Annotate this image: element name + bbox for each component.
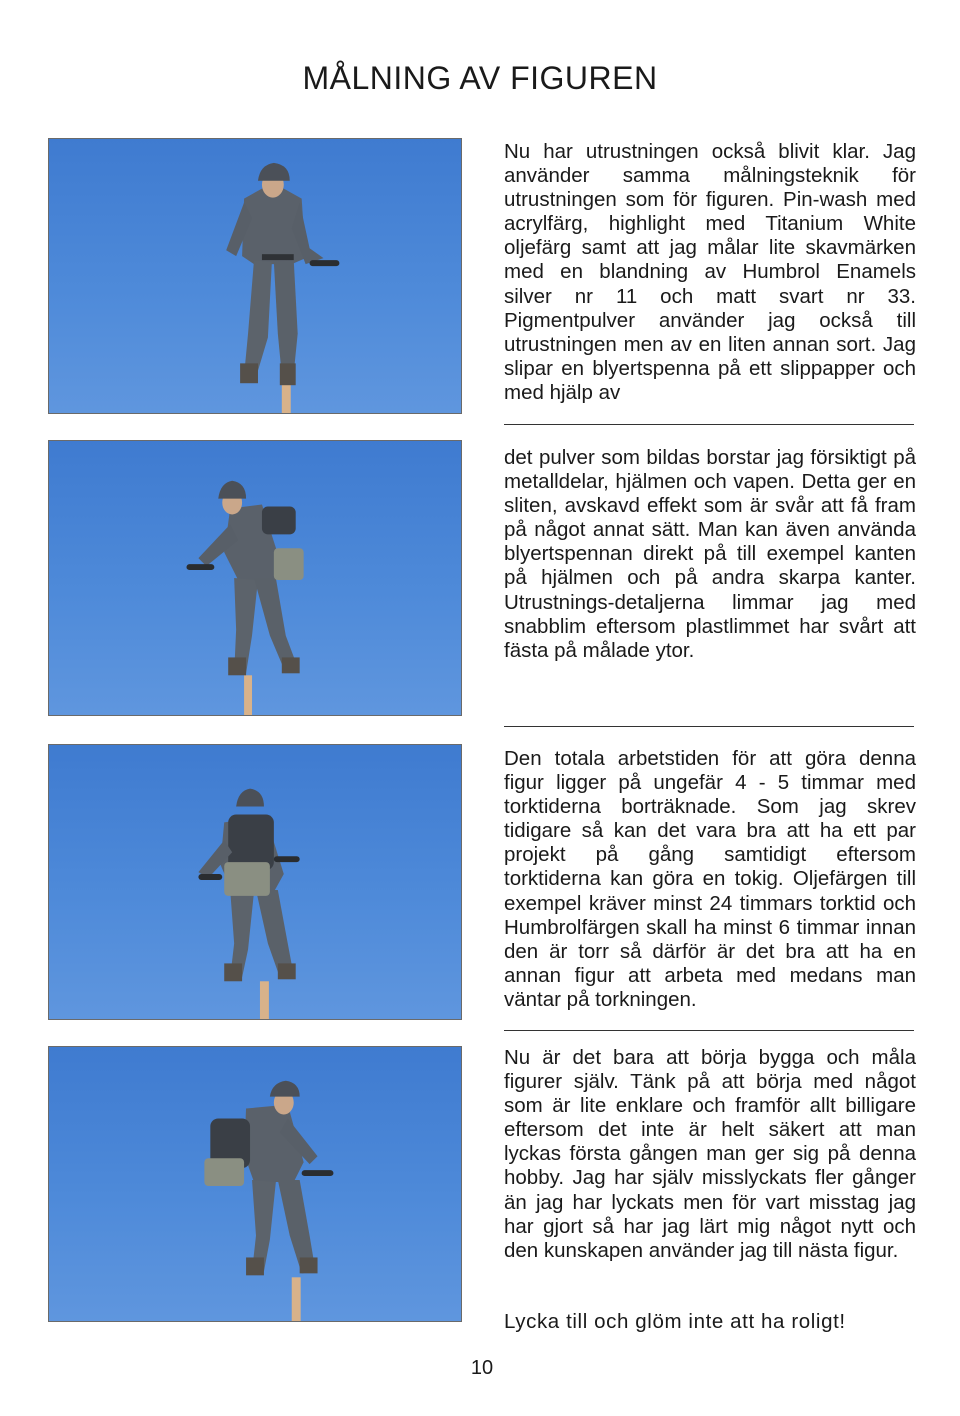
photo-figure-rear-side: [48, 1046, 462, 1322]
closing-line: Lycka till och glöm inte att ha roligt!: [504, 1310, 846, 1333]
text-block-equipment: Nu har utrustningen också blivit klar. Jag använder samma målningsteknik för utrustningen som för figuren. Pin-wash med acrylfärg, highlight med Titanium White oljefärg samt att jag målar lite skavmärken med en blandning av Humbrol Enamels silver nr 11 och matt svart nr 33. Pigmentpulver använder jag också till utrustningen men av en liten annan sort. Jag slipar en blyertspenna på ett slippapper och med hjälp av: [504, 140, 916, 404]
photo-figure-side: [48, 440, 462, 716]
divider: [504, 424, 914, 425]
text-block-pencil-powder: det pulver som bildas borstar jag försiktigt på metalldelar, hjälmen och vapen. Detta ger en sliten, avskavd effekt som är svår att få fram på något annat sätt. Man kan även använda blyertspennan direkt på till exempel kanten på hjälmen och på andra skarpa kanter. Utrustnings-detaljerna limmar jag med snabblim eftersom plastlimmet har svårt att fästa på målade ytor.: [504, 446, 916, 662]
page-number: 10: [470, 1357, 494, 1379]
text-block-work-time: Den totala arbetstiden för att göra denna figur ligger på ungefär 4 - 5 timmar med torktiderna borträknade. Som jag skrev tidigare så kan det vara bra att ha ett par projekt på gång samtidigt eftersom torktiderna kan göra en tokig. Oljefärgen till exempel kräver minst 24 timmars torktid och Humbrolfärgen skall ha minst 6 timmar innan den är torr så därför är det bra att ha en annan figur att arbeta med medans man väntar på torkningen.: [504, 747, 916, 1011]
soldier-figure-illustration: [49, 1047, 461, 1321]
divider: [504, 1030, 914, 1031]
page-title: MÅLNING AV FIGUREN: [302, 60, 658, 96]
text-block-advice: Nu är det bara att börja bygga och måla figurer själv. Tänk på att börja med något som är lite enklare och framför allt billigare eftersom det inte är helt säkert att man lyckas första gången man ger sig på denna hobby. Jag har själv misslyckats fler gånger än jag har lyckats men för vart misstag jag har gjort så har jag lärt mig något nytt och den kunskapen använder jag till nästa figur.: [504, 1046, 916, 1262]
divider: [504, 726, 914, 727]
photo-figure-back: [48, 744, 462, 1020]
photo-figure-front: [48, 138, 462, 414]
soldier-figure-illustration: [49, 139, 461, 413]
soldier-figure-illustration: [49, 745, 461, 1019]
soldier-figure-illustration: [49, 441, 461, 715]
